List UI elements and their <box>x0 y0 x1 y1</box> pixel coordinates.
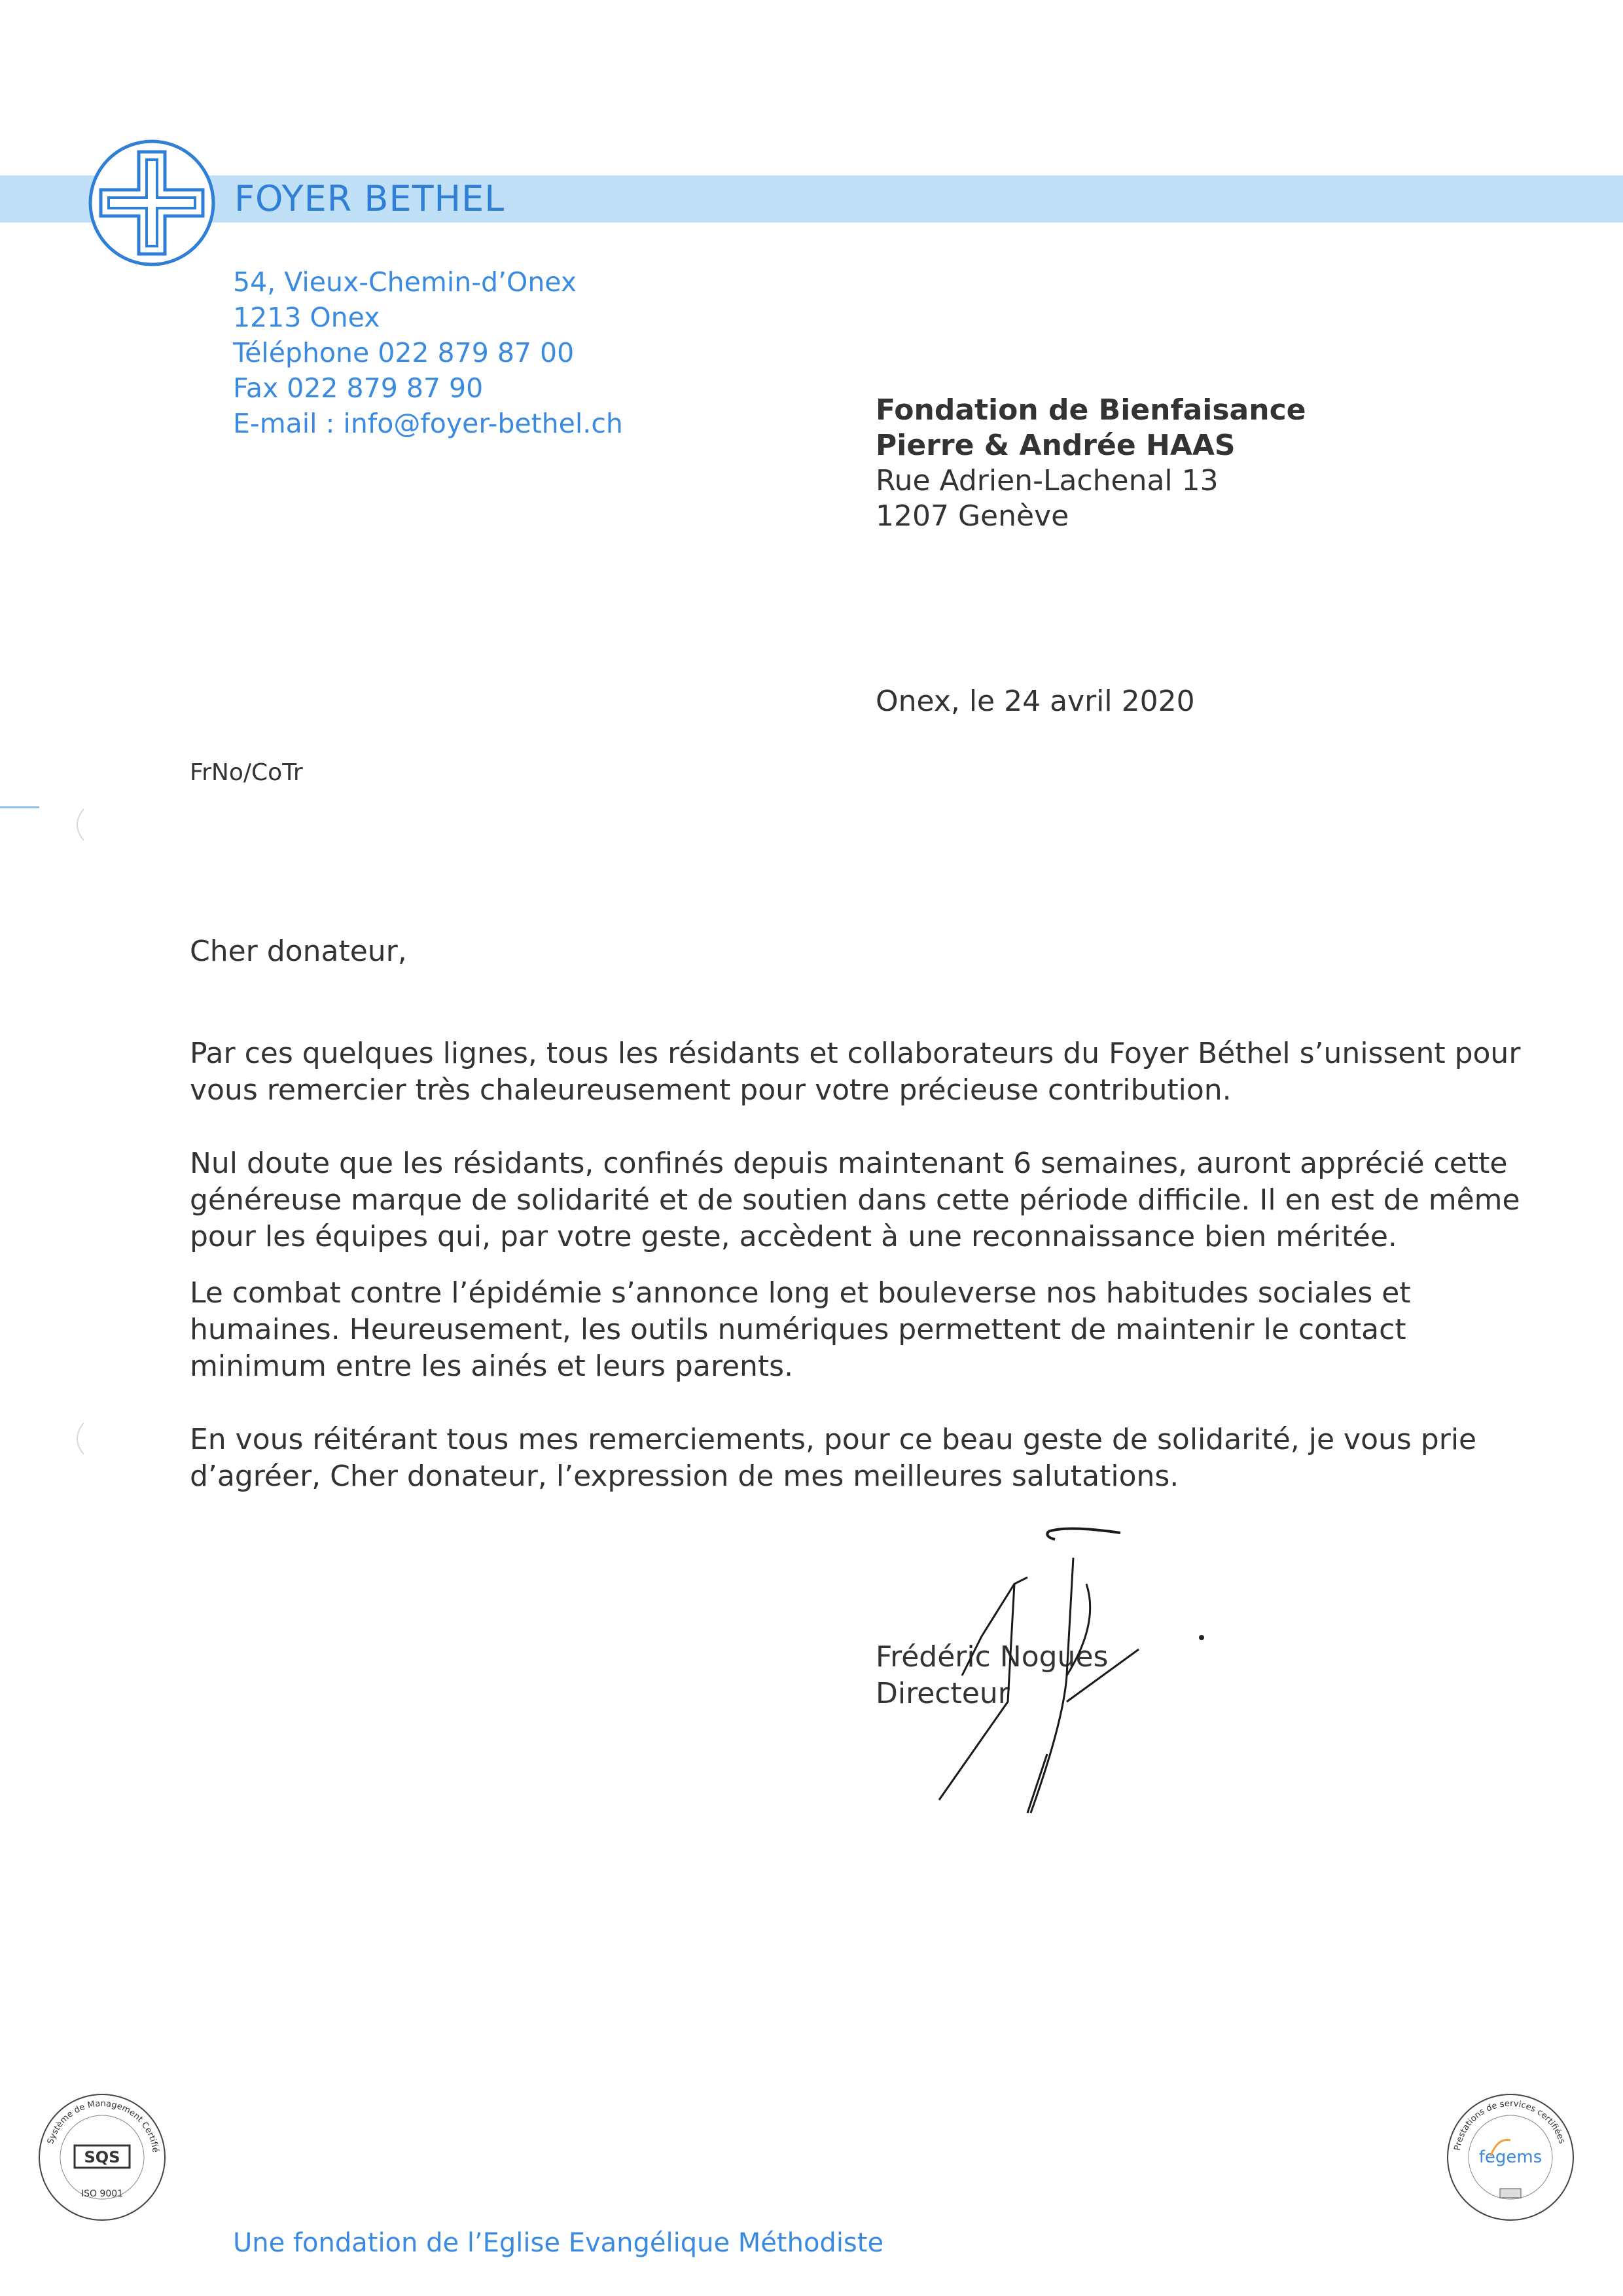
fegems-certification-seal <box>1445 2092 1576 2223</box>
sender-email: E-mail : info@foyer-bethel.ch <box>233 408 623 439</box>
recipient-name-line2: Pierre & Andrée HAAS <box>876 429 1236 462</box>
recipient-address <box>876 393 1306 534</box>
body-line: généreuse marque de solidarité et de soutien dans cette période difficile. Il en est de même <box>190 1183 1520 1217</box>
seal-left-ring-text: Système de Management Certifié <box>45 2098 160 2153</box>
foyer-bethel-cross-logo <box>86 137 217 268</box>
ink-dot <box>1199 1635 1204 1640</box>
handwritten-signature <box>916 1505 1178 1833</box>
paragraph-4 <box>190 1422 1520 1495</box>
sender-fax: Fax 022 879 87 90 <box>233 372 484 404</box>
body-line: humaines. Heureusement, les outils numériques permettent de maintenir le contact <box>190 1313 1406 1346</box>
body-line: Nul doute que les résidants, confinés depuis maintenant 6 semaines, auront apprécié cette <box>190 1147 1508 1180</box>
body-line: Le combat contre l’épidémie s’annonce long et bouleverse nos habitudes sociales et <box>190 1276 1411 1310</box>
body-line: Par ces quelques lignes, tous les résidants et collaborateurs du Foyer Béthel s’unissent pour <box>190 1037 1521 1070</box>
punch-hole-mark <box>64 805 103 844</box>
body-line: pour les équipes qui, par votre geste, accèdent à une reconnaissance bien méritée. <box>190 1220 1397 1253</box>
paragraph-2 <box>190 1145 1520 1255</box>
letter-body <box>190 1035 1520 1495</box>
body-line: minimum entre les ainés et leurs parents. <box>190 1350 794 1383</box>
paragraph-1 <box>190 1035 1520 1109</box>
sender-city: 1213 Onex <box>233 302 380 333</box>
recipient-city: 1207 Genève <box>876 499 1069 533</box>
seal-left-bottom: ISO 9001 <box>80 2189 124 2199</box>
brand-name: FOYER BETHEL <box>234 178 505 219</box>
sender-street: 54, Vieux-Chemin-d’Onex <box>233 266 577 298</box>
paragraph-3 <box>190 1275 1520 1385</box>
footer-tagline: Une fondation de l’Eglise Evangélique Méthodiste <box>233 2228 884 2258</box>
seal-right-center: fegems <box>1478 2147 1543 2167</box>
recipient-street: Rue Adrien-Lachenal 13 <box>876 464 1219 497</box>
letter-date: Onex, le 24 avril 2020 <box>876 685 1195 718</box>
sender-phone: Téléphone 022 879 87 00 <box>233 337 575 368</box>
recipient-name-line1: Fondation de Bienfaisance <box>876 393 1306 427</box>
signatory-name: Frédéric Nogues <box>876 1640 1109 1674</box>
punch-hole-mark <box>64 1419 103 1458</box>
body-line: d’agréer, Cher donateur, l’expression de mes meilleures salutations. <box>190 1460 1179 1493</box>
sqs-iso-9001-seal <box>37 2092 168 2223</box>
body-line: vous remercier très chaleureusement pour votre précieuse contribution. <box>190 1073 1232 1107</box>
body-line: En vous réitérant tous mes remerciements, pour ce beau geste de solidarité, je vous prie <box>190 1423 1477 1456</box>
fold-mark <box>0 806 39 808</box>
salutation: Cher donateur, <box>190 935 407 968</box>
reference-code: FrNo/CoTr <box>190 759 303 786</box>
signatory-title: Directeur <box>876 1677 1010 1710</box>
seal-left-center: SQS <box>84 2148 120 2166</box>
sender-address <box>233 264 623 441</box>
seal-right-ring-text: Prestations de services certifiées <box>1452 2098 1567 2151</box>
